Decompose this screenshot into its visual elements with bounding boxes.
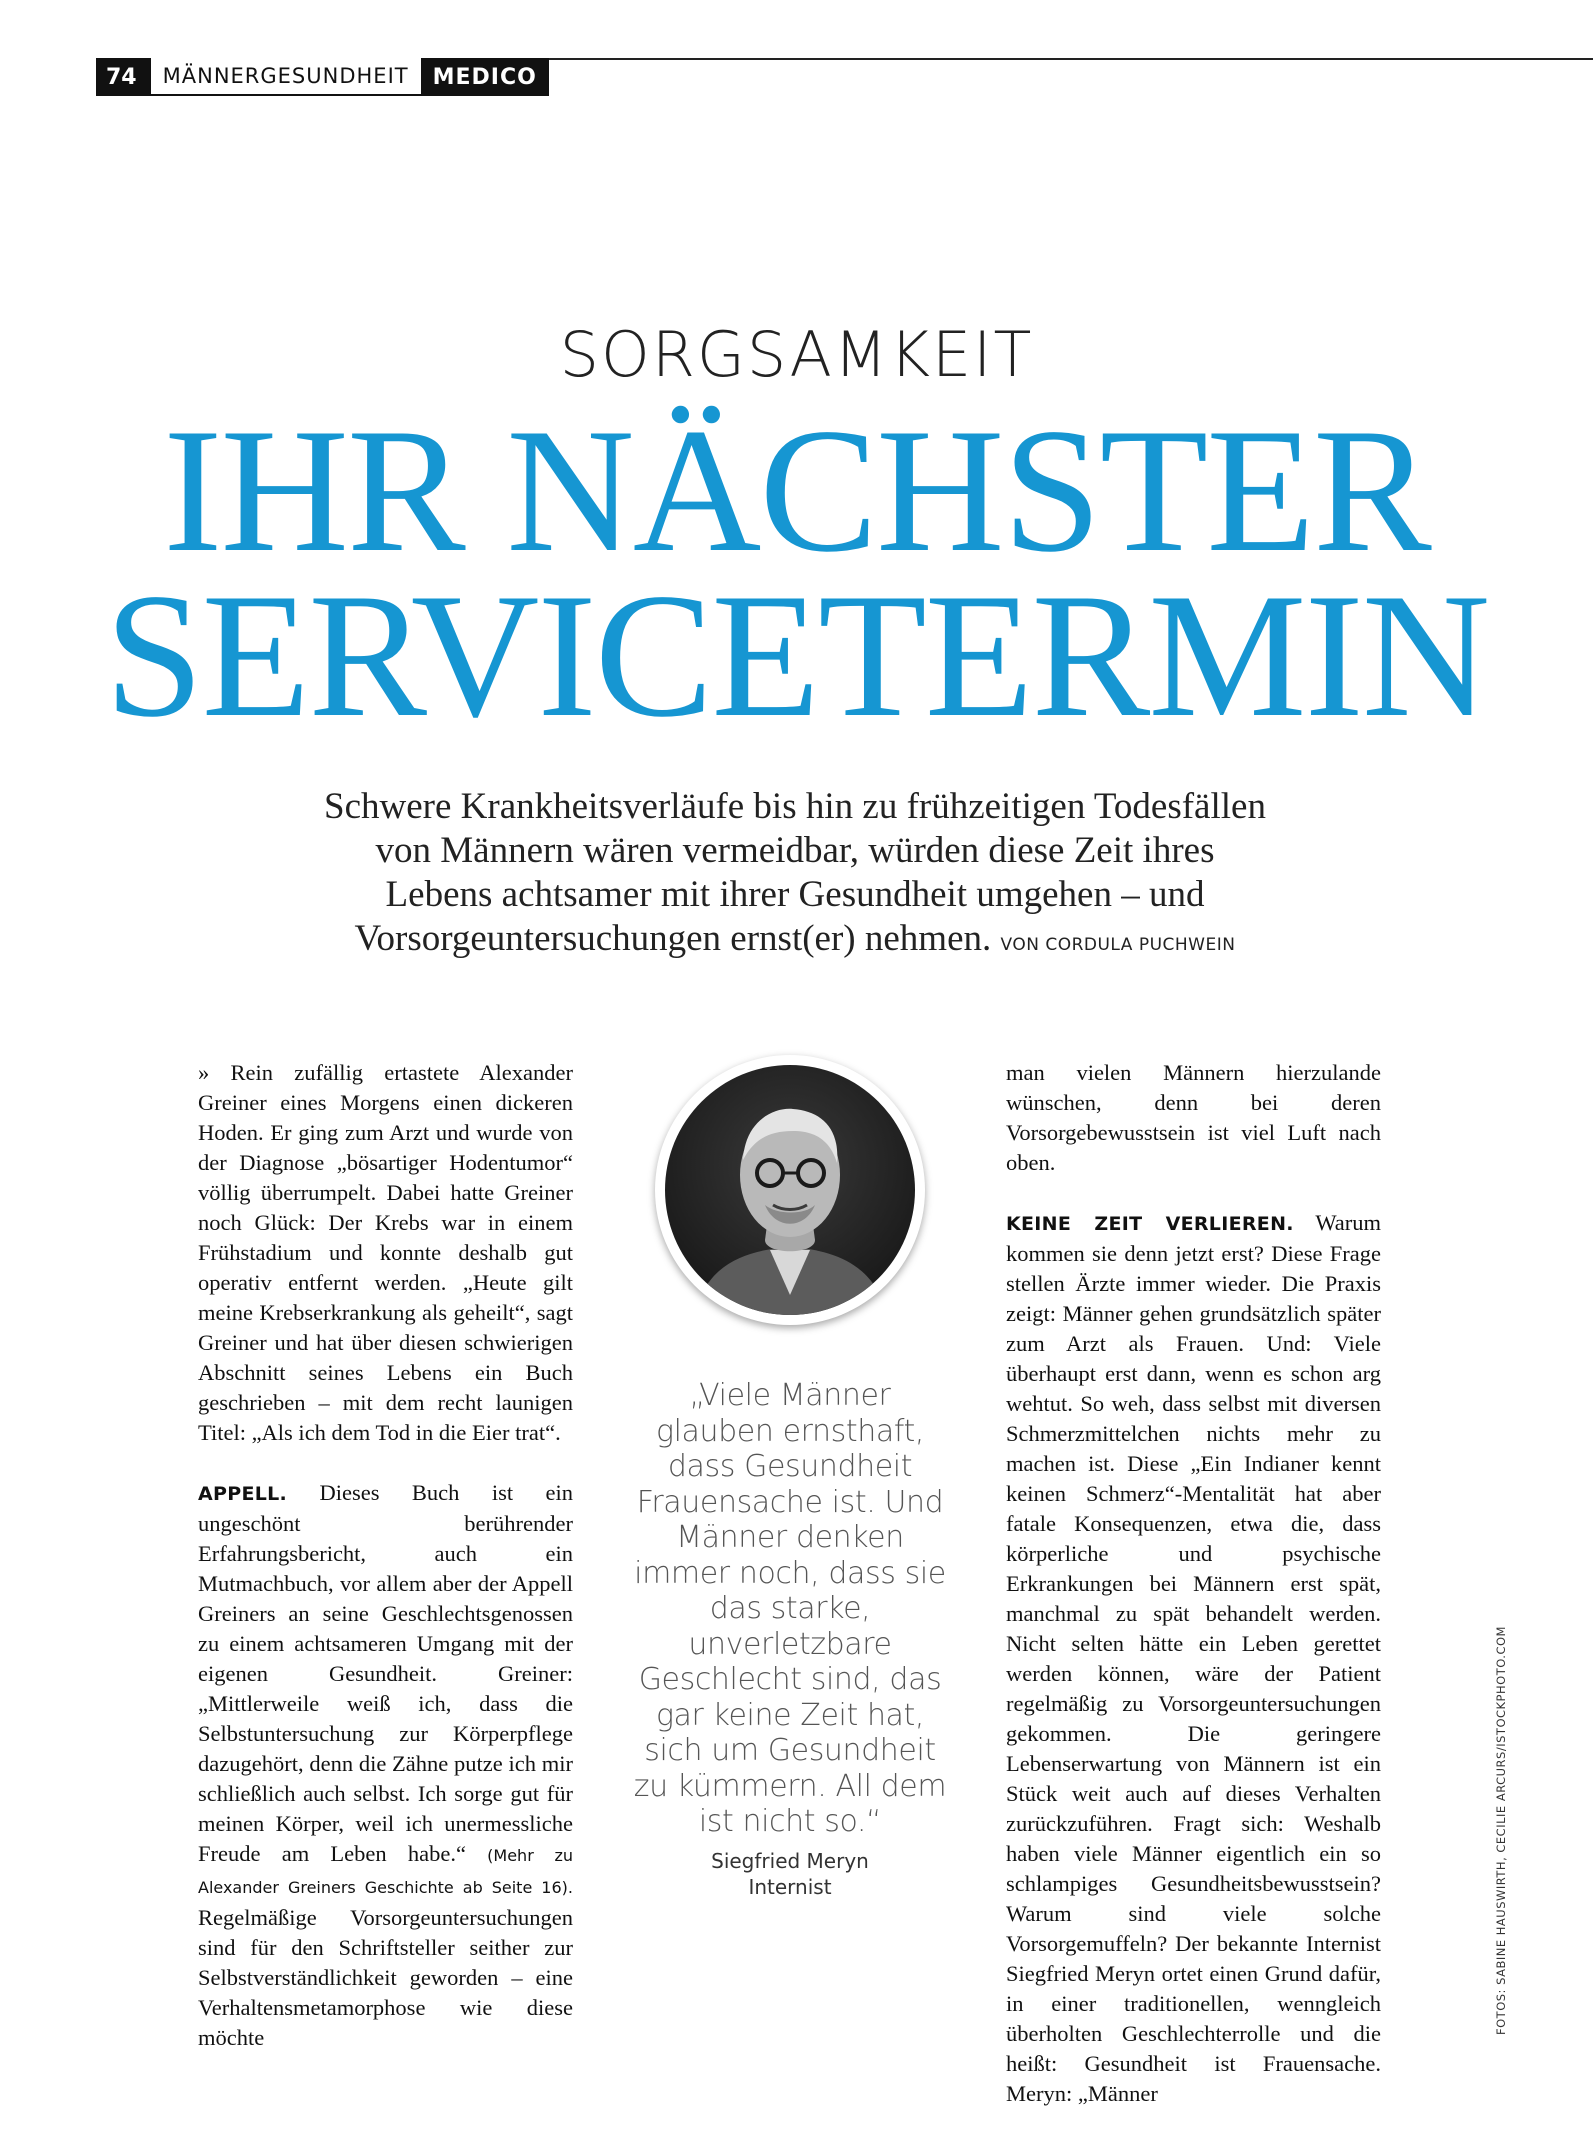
subheading: KEINE ZEIT VERLIEREN.: [1006, 1213, 1294, 1235]
pull-quote: „Viele Männer glauben ernsthaft, dass Gesundheit Frauensache ist. Und Männer denken immer noch, dass sie das starke, unverletzbare Geschlecht sind, das gar keine Zeit hat, sich um Gesundheit zu kümmern. All dem ist nicht so.“: [633, 1378, 947, 1839]
body-text: Warum kommen sie denn jetzt erst? Diese Frage stellen Ärzte immer wieder. Die Praxis zeigt: Männer gehen grundsätzlich später zum Arzt als Frauen. Und: Viele überhaupt erst dann, wenn es schon arg wehtut. So weh, dass selbst mit diversen Schmerzmittelchen nichts mehr zu machen ist. Diese „Ein Indianer kennt keinen Schmerz“-Mentalität hat aber fatale Konsequenzen, etwa die, dass körperliche und psychische Erkrankungen bei Männern erst spät, manchmal zu spät behandelt werden. Nicht selten hätte ein Leben gerettet werden können, wäre der Patient regelmäßig zu Vorsorgeuntersuchungen gekommen. Die geringere Lebenserwartung von Männern ist ein Stück weit auch auf dieses Verhalten zurückzuführen. Fragt sich: Weshalb haben viele Männer eigentlich ein so schlampiges Gesundheitsbewusstsein? Warum sind viele solche Vorsorgemuffeln? Der bekannte Internist Siegfried Meryn ortet einen Grund dafür, in einer traditionellen, wenngleich überholten Geschlechterrolle und die heißt: Gesundheit ist Frauensache. Meryn: „Männer: [1006, 1210, 1381, 2106]
headline-line: SERVICETERMIN: [104, 556, 1489, 754]
body-column-left: [198, 1058, 573, 2053]
quote-attribution: [630, 1848, 950, 1900]
body-text: Regelmäßige Vorsorgeuntersuchungen sind für den Schriftsteller seither zur Selbstverständlichkeit geworden – eine Verhaltensmetamorphose wie diese möchte: [198, 1905, 573, 2050]
lead-text: Vorsorgeuntersuchungen ernst(er) nehmen.: [354, 918, 992, 959]
portrait-illustration: [665, 1065, 915, 1315]
article-headline: [0, 391, 1593, 754]
cross-reference: (Mehr zu Alexander Greiners Geschichte ab Seite 16).: [198, 1846, 573, 1897]
body-paragraph: » Rein zufällig ertastete Alexander Greiner eines Morgens einen dickeren Hoden. Er ging zum Arzt und wurde von der Diagnose „bösartiger Hodentumor“ völlig überrumpelt. Dabei hatte Greiner noch Glück: Der Krebs war in einem Frühstadium und konnte deshalb gut operativ entfernt werden. „Heute gilt meine Krebserkrankung als geheilt“, sagt Greiner und hat über diesen schwierigen Abschnitt seines Lebens ein Buch geschrieben – mit dem recht launigen Titel: „Als ich dem Tod in die Eier trat“.: [198, 1060, 573, 1445]
headline-line: IHR NÄCHSTER: [163, 391, 1430, 589]
photo-credit: FOTOS: SABINE HAUSWIRTH, CECILIE ARCURS/ISTOCKPHOTO.COM: [1494, 1626, 1508, 2035]
lead-line: [250, 917, 1340, 967]
article-lead: [250, 785, 1340, 967]
body-paragraph: man vielen Männern hierzulande wünschen, denn bei deren Vorsorgebewusstsein ist viel Luft nach oben.: [1006, 1060, 1381, 1175]
portrait-photo: [655, 1055, 925, 1325]
lead-line: Schwere Krankheitsverläufe bis hin zu frühzeitigen Todesfällen: [324, 786, 1266, 827]
magazine-brand: MEDICO: [421, 58, 549, 96]
lead-line: von Männern wären vermeidbar, würden diese Zeit ihres: [375, 830, 1215, 871]
lead-line: Lebens achtsamer mit ihrer Gesundheit umgehen – und: [385, 874, 1205, 915]
quote-author: Siegfried Meryn: [711, 1849, 869, 1873]
subheading: APPELL.: [198, 1483, 288, 1505]
section-rubric: MÄNNERGESUNDHEIT: [151, 58, 421, 96]
body-text: Dieses Buch ist ein ungeschönt berührender Erfahrungsbericht, auch ein Mutmachbuch, vor allem aber der Appell Greiners an seine Geschlechtsgenossen zu einem achtsameren Umgang mit der eigenen Gesundheit. Greiner: „Mittlerweile weiß ich, dass die Selbstuntersuchung zur Körperpflege dazugehört, denn die Zähne putze ich mir schließlich auch selbst. Ich sorge gut für meinen Körper, weil ich unermessliche Freude am Leben habe.“: [198, 1480, 573, 1866]
article-kicker: SORGSAMKEIT: [559, 318, 1034, 391]
body-paragraph: [198, 1478, 573, 2053]
page-header: [96, 58, 549, 96]
quote-author-role: Internist: [748, 1875, 832, 1899]
body-column-right: [1006, 1058, 1381, 2109]
page-number: 74: [96, 58, 151, 96]
body-paragraph: [1006, 1208, 1381, 2109]
byline: VON CORDULA PUCHWEIN: [1000, 935, 1236, 955]
